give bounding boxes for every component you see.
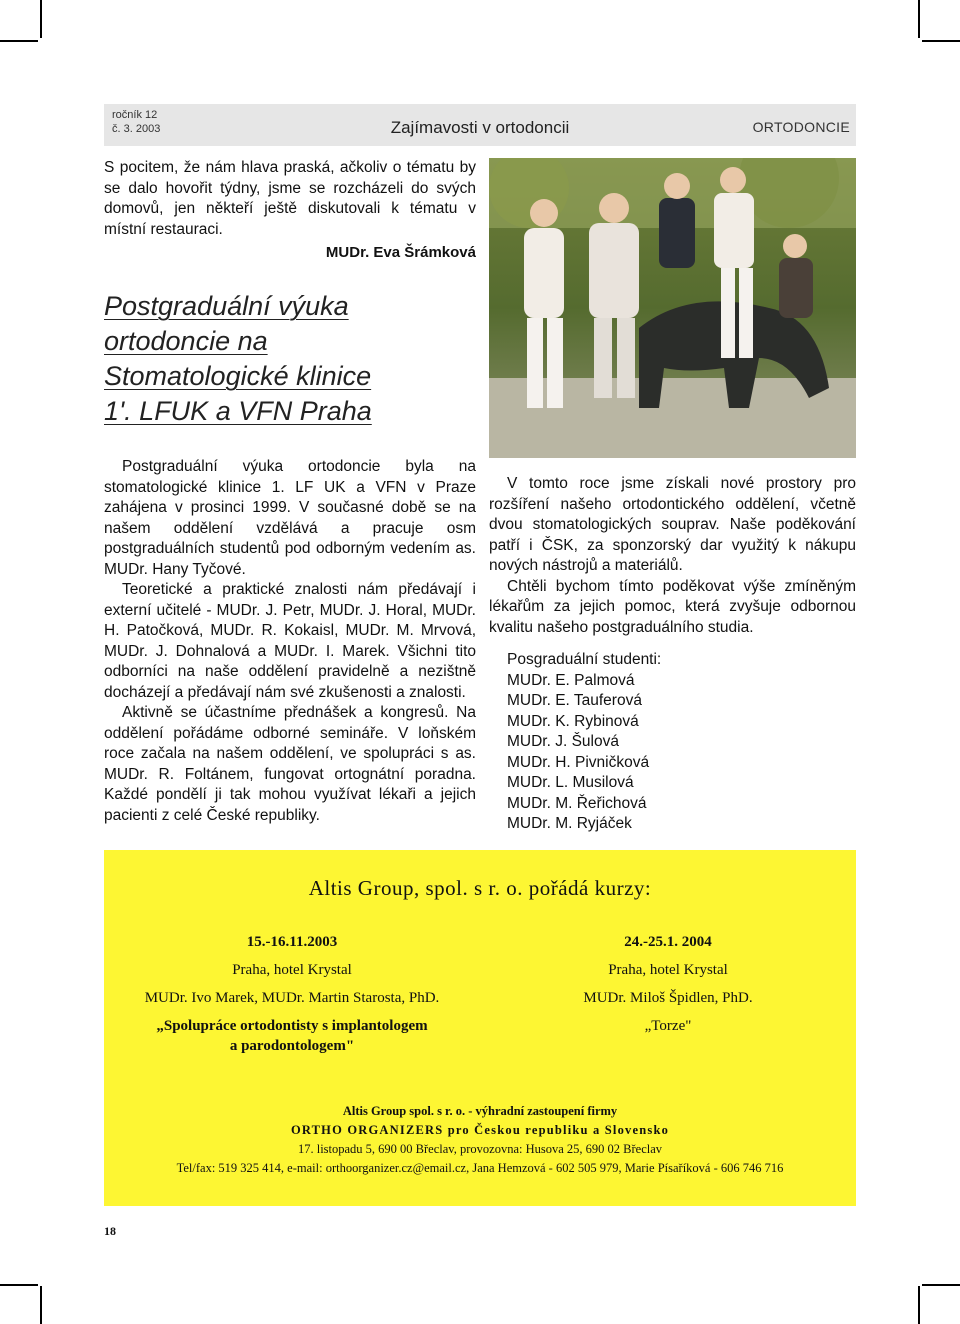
crop-mark xyxy=(918,0,920,38)
article-paragraph: Chtěli bychom tímto poděkovat výše zmíněným lékařům za jejich pomoc, která zvyšuje odbornou kvalitu našeho postgraduálního studia. xyxy=(489,577,856,636)
section-label: ORTODONCIE xyxy=(752,119,850,135)
course-place: Praha, hotel Krystal xyxy=(232,962,352,978)
article-paragraph: Postgraduální výuka ortodoncie byla na stomatologické klinice 1. LF UK a VFN v Praze zahájena v prosinci 1999. V současné době se na našem oddělení vzdělává a pracuje osm postgraduálních studentů pod odborným vedením as. MUDr. Hany Tyčové. xyxy=(104,458,476,578)
ad-title: Altis Group, spol. s r. o. pořádá kurzy: xyxy=(308,876,652,900)
ad-footer-line: Tel/fax: 519 325 414, e-mail: orthoorganizer.cz@email.cz, Jana Hemzová - 602 505 979, Marie Písaříková - 606 746 716 xyxy=(176,1161,784,1175)
list-item: MUDr. M. Řeřichová xyxy=(507,794,647,812)
course-date: 24.-25.1. 2004 xyxy=(624,934,712,950)
crop-mark xyxy=(40,1286,42,1324)
page-number: 18 xyxy=(104,1224,116,1238)
ad-footer-line: 17. listopadu 5, 690 00 Břeclav, provozovna: Husova 25, 690 02 Břeclav xyxy=(297,1142,663,1156)
course-lecturers: MUDr. Ivo Marek, MUDr. Martin Starosta, PhD. xyxy=(144,990,440,1006)
course-topic-line: „Torze" xyxy=(644,1018,692,1034)
course-topic xyxy=(480,1016,856,1036)
left-column xyxy=(104,158,476,826)
author-signature xyxy=(104,244,476,261)
article-heading xyxy=(104,289,476,429)
list-item: MUDr. H. Pivničková xyxy=(507,753,650,771)
crop-mark xyxy=(40,0,42,38)
course-topic-line: „Spolupráce ortodontisty s implantologem xyxy=(156,1018,428,1034)
crop-mark xyxy=(0,1284,38,1286)
heading-line: 1'. LFUK a VFN Praha xyxy=(104,396,372,426)
crop-mark xyxy=(922,1284,960,1286)
students-title: Posgraduální studenti: xyxy=(507,651,662,668)
heading-line: Postgraduální výuka xyxy=(104,291,349,321)
right-column xyxy=(489,474,856,835)
crop-mark xyxy=(0,40,38,42)
list-item: MUDr. E. Tauferová xyxy=(507,692,642,709)
heading-line: Stomatologické klinice xyxy=(104,361,372,391)
group-photo-image xyxy=(489,158,856,458)
crop-mark xyxy=(922,40,960,42)
crop-mark xyxy=(918,1286,920,1324)
list-item: MUDr. J. Šulová xyxy=(507,733,619,750)
page-header xyxy=(104,104,856,146)
ad-footer-line: Altis Group spol. s r. o. - výhradní zastoupení firmy xyxy=(342,1104,618,1118)
students-list xyxy=(489,650,856,835)
page-title: Zajímavosti v ortodoncii xyxy=(390,118,570,137)
advertisement-box xyxy=(104,850,856,1206)
article-paragraph: V tomto roce jsme získali nové prostory pro rozšíření našeho ortodontického oddělení, včetně dvou stomatologických souprav. Naše poděkování patří i ČSK, za sponzorský dar využitý k nákupu nových nástrojů a materiálů. xyxy=(489,475,856,574)
ad-footer xyxy=(104,1102,856,1178)
course-topic-line: a parodontologem" xyxy=(229,1038,355,1054)
course-date: 15.-16.11.2003 xyxy=(246,934,338,950)
list-item: MUDr. M. Ryjáček xyxy=(507,815,632,832)
list-item: MUDr. L. Musilová xyxy=(507,774,634,791)
author-name: Eva Šrámková xyxy=(373,244,476,261)
article-paragraph: Aktivně se účastníme přednášek a kongresů. Na oddělení pořádáme odborné semináře. V loňském roce začala na našem oddělení, ve spolupráci s as. MUDr. R. Foltánem, fungovat ortognátní poradna. Každé pondělí ji tak mohou využívat lékaři a jejich pacienti z celé České republiky. xyxy=(104,704,476,824)
ad-footer-line: ORTHO ORGANIZERS pro Českou republiku a Slovensko xyxy=(290,1123,670,1137)
course-right xyxy=(480,928,856,1036)
heading-line: ortodoncie na xyxy=(104,326,268,356)
list-item: MUDr. K. Rybinová xyxy=(507,712,639,730)
group-photo xyxy=(489,158,856,458)
course-place: Praha, hotel Krystal xyxy=(608,962,728,978)
list-item: MUDr. E. Palmová xyxy=(507,671,635,689)
course-topic xyxy=(104,1016,480,1056)
course-left xyxy=(104,928,480,1056)
article-paragraph: Teoretické a praktické znalosti nám předávají i externí učitelé - MUDr. J. Petr, MUDr. J. Horal, MUDr. H. Patočková, MUDr. R. Kokaisl, MUDr. M. Mrvová, MUDr. J. Dohnalová a MUDr. I. Marek. Všichni tito odborníci na naše oddělení pravidelně a nezištně docházejí a předávají nám své zkušenosti a znalosti. xyxy=(104,581,476,701)
author-prefix: MUDr. xyxy=(325,244,370,261)
course-lecturers: MUDr. Miloš Špidlen, PhD. xyxy=(583,990,753,1006)
intro-paragraph: S pocitem, že nám hlava praská, ačkoliv o tématu by se dalo hovořit týdny, jsme se rozcházeli do svých domovů, jen někteří ještě diskutovali k tématu v místní restauraci. xyxy=(104,159,476,238)
issue-label: č. 3. 2003 xyxy=(112,123,161,135)
volume-label: ročník 12 xyxy=(112,109,158,121)
